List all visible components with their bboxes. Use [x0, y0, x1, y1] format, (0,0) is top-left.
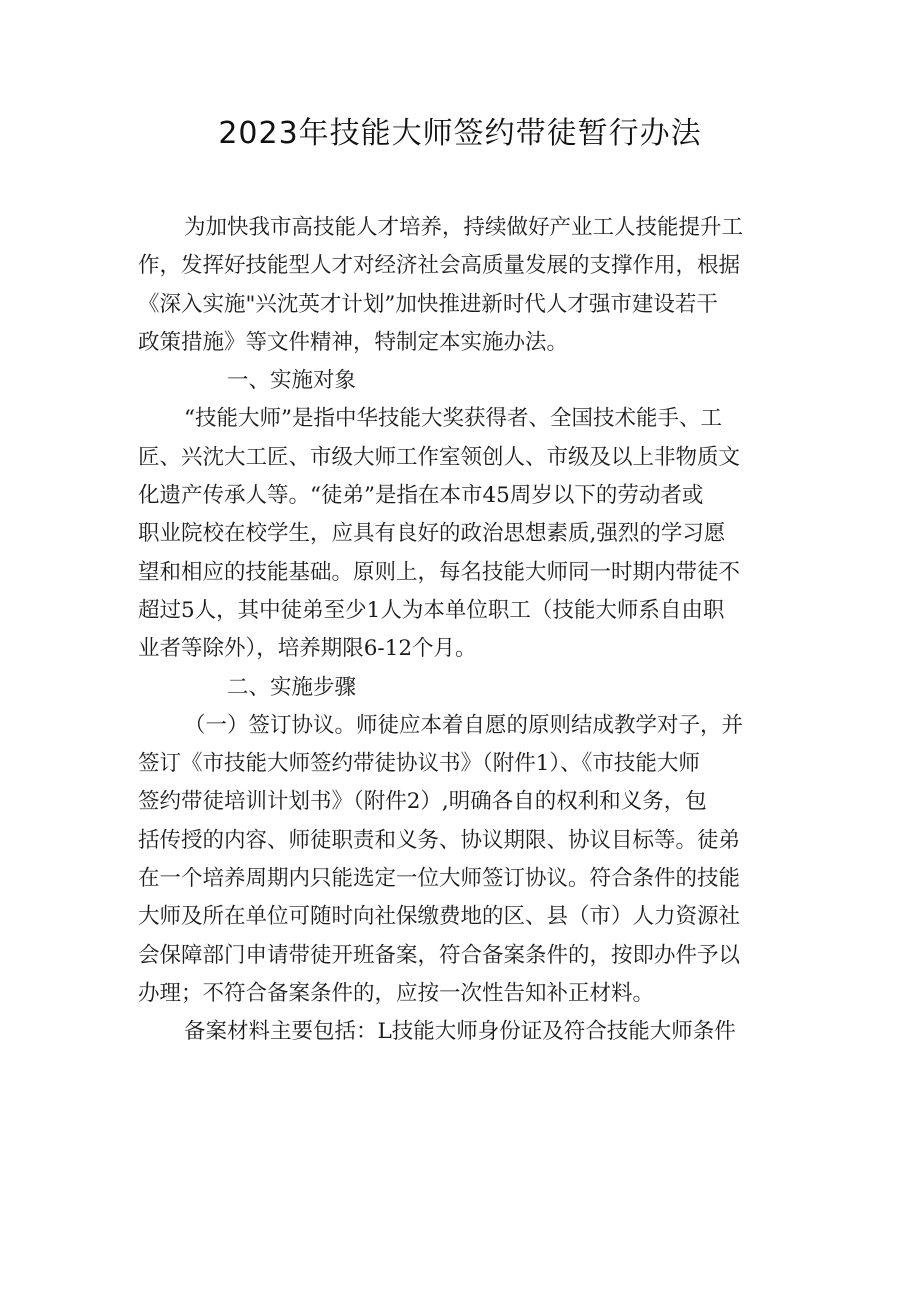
section-heading-1: 一、实施对象 [227, 368, 357, 394]
text-line: 办理；不符合备案条件的，应按一次性告知补正材料。 [138, 980, 655, 1006]
paragraph-intro [138, 209, 788, 362]
text-line: 在一个培养周期内只能选定一位大师签订协议。符合条件的技能 [138, 866, 741, 892]
section-heading-2: 二、实施步骤 [227, 674, 357, 700]
text-line: 作，发挥好技能型人才对经济社会高质量发展的支撑作用，根据 [138, 253, 741, 279]
text-line: 签订《市技能大师签约带徒协议书》（附件1）、《市技能大师 [138, 751, 700, 777]
text-line: 政策措施》等文件精神，特制定本实施办法。 [138, 329, 569, 355]
paragraph-subjects [138, 400, 788, 668]
paragraph-materials [138, 1013, 788, 1051]
text-line: 为加快我市高技能人才培养，持续做好产业工人技能提升工 [184, 215, 744, 240]
text-line: 职业院校在校学生，应具有良好的政治思想素质,强烈的学习愿 [138, 521, 726, 547]
document-title: 2023年技能大师签约带徒暂行办法 [218, 116, 702, 151]
text-line: 括传授的内容、师徒职责和义务、协议期限、协议目标等。徒弟 [138, 827, 741, 853]
text-line: 备案材料主要包括：L技能大师身份证及符合技能大师条件 [184, 1019, 736, 1045]
text-line: 签约带徒培训计划书》（附件2）,明确各自的权利和义务，包 [138, 789, 707, 815]
text-line: 会保障部门申请带徒开班备案，符合备案条件的，按即办件予以 [138, 942, 741, 968]
text-line: 超过5人，其中徒弟至少1人为本单位职工（技能大师系自由职 [138, 597, 725, 623]
text-line: （一）签订协议。师徒应本着自愿的原则结成教学对子，并 [184, 712, 744, 738]
text-line: 大师及所在单位可随时向社保缴费地的区、县（市）人力资源社 [138, 904, 741, 930]
text-line: “技能大师”是指中华技能大奖获得者、全国技术能手、工 [184, 406, 722, 432]
text-line: 化遗产传承人等。“徒弟”是指在本市45周岁以下的劳动者或 [138, 483, 704, 509]
text-line: 业者等除外），培养期限6-12个月。 [138, 636, 477, 662]
text-line: 《深入实施"兴沈英才计划”加快推进新时代人才强市建设若干 [138, 291, 718, 317]
text-line: 望和相应的技能基础。原则上，每名技能大师同一时期内带徒不 [138, 559, 741, 585]
document-body [138, 209, 788, 1052]
text-line: 匠、兴沈大工匠、市级大师工作室领创人、市级及以上非物质文 [138, 444, 741, 470]
paragraph-agreement [138, 707, 788, 1013]
